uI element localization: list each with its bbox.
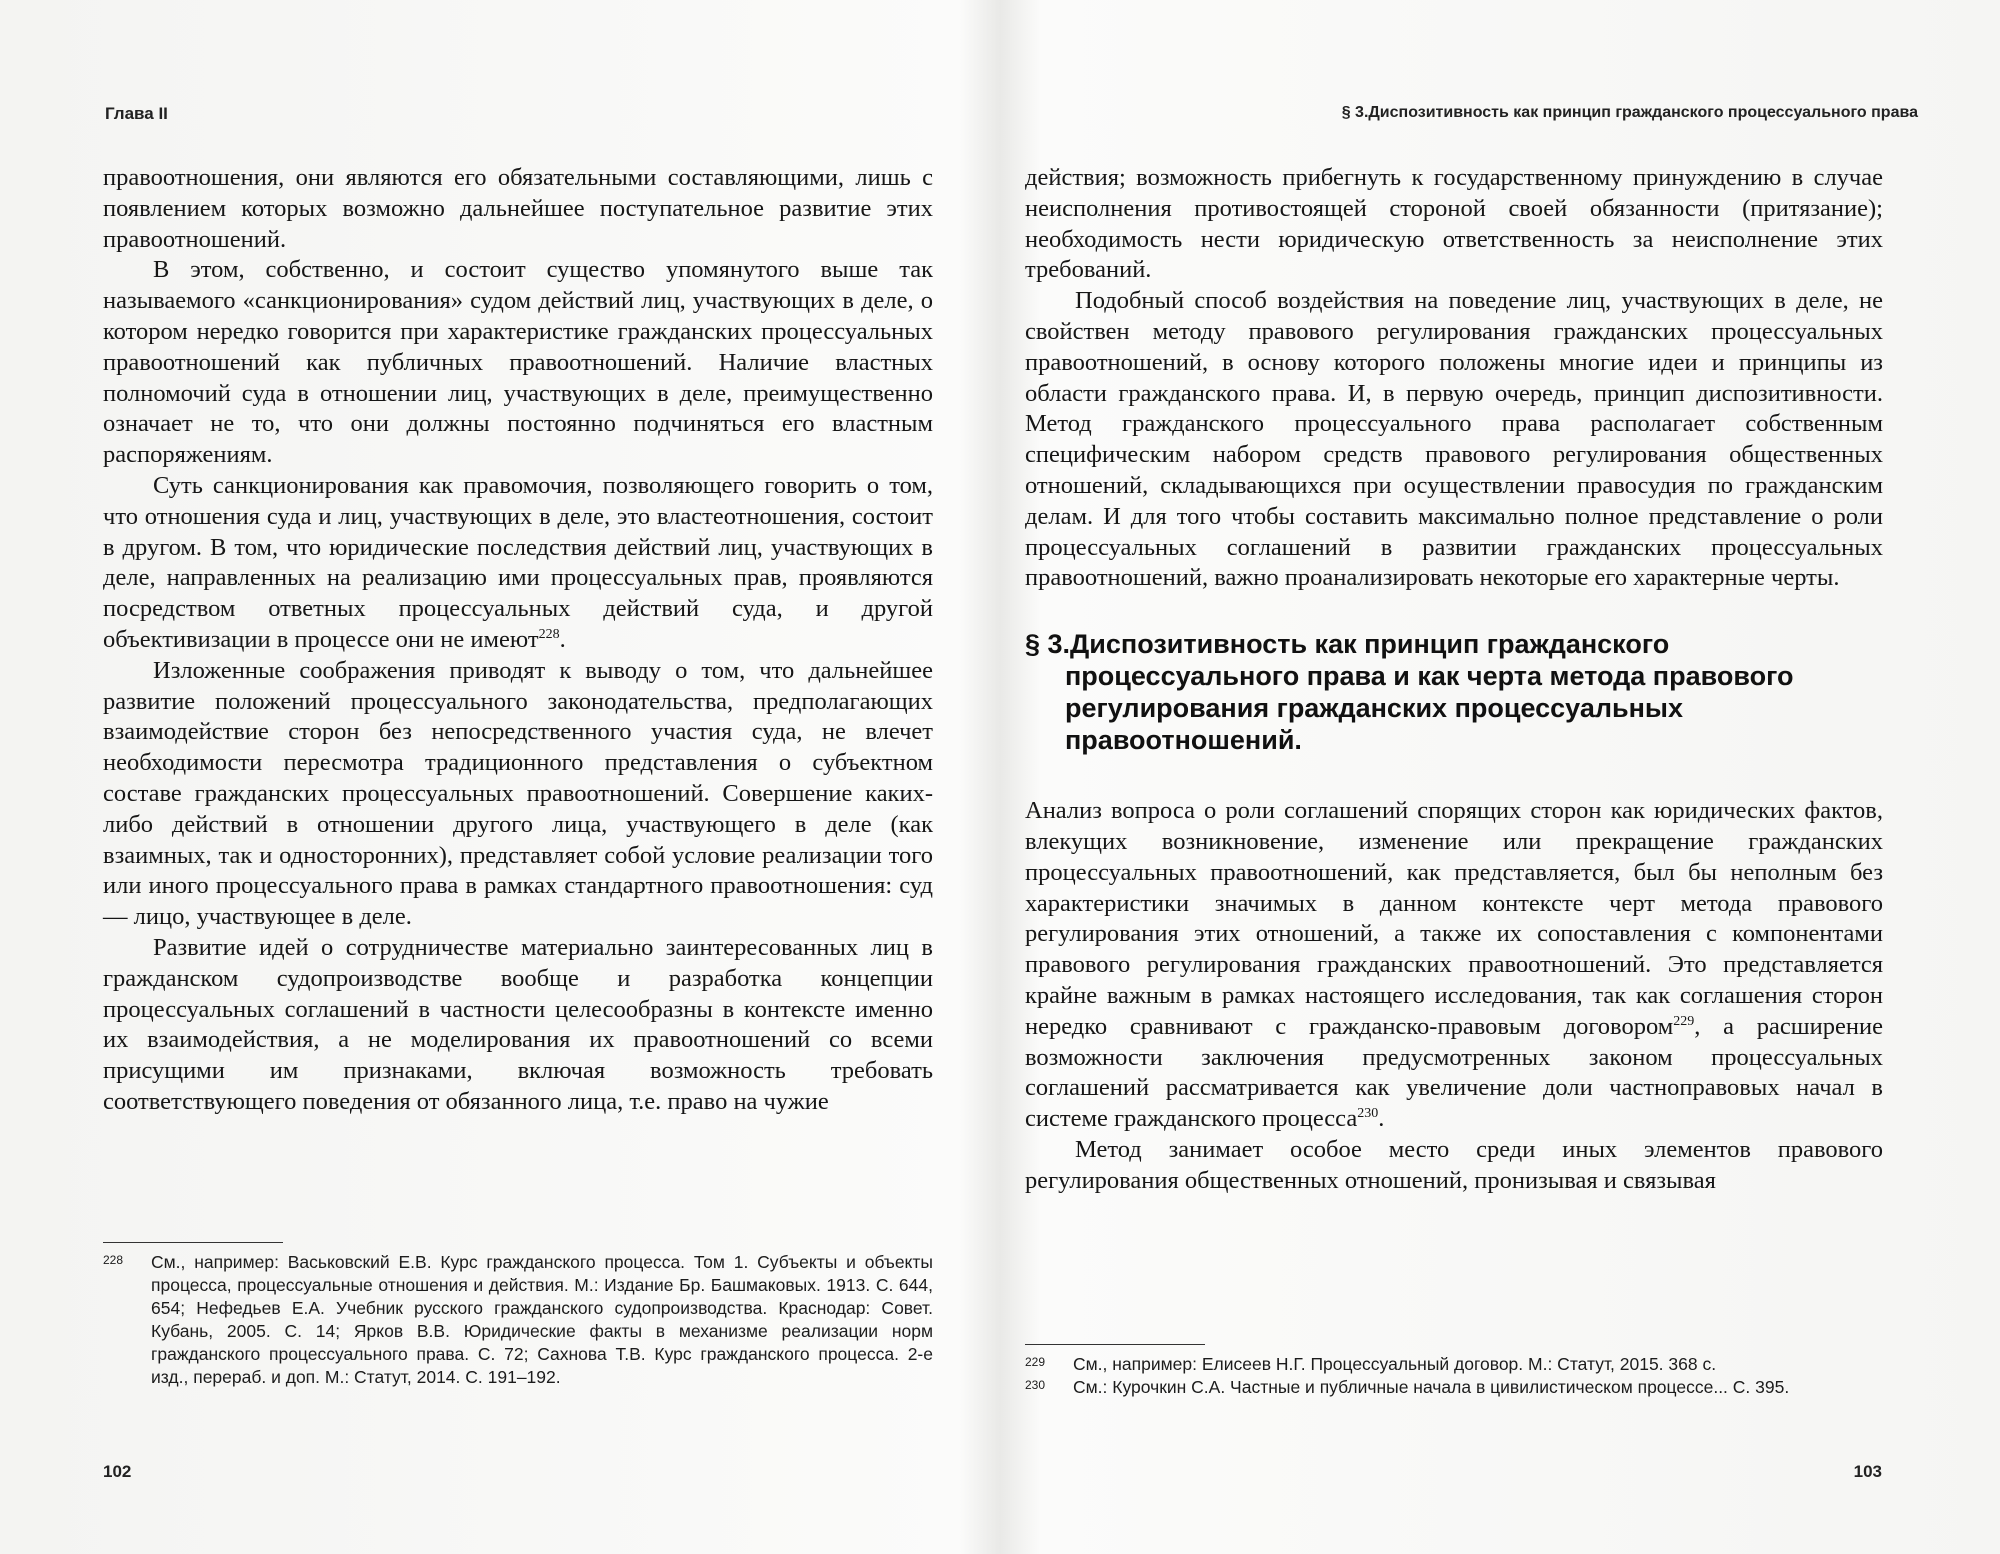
footnote-ref[interactable]: 230: [1357, 1105, 1379, 1121]
footnote-number: 228: [103, 1253, 124, 1267]
page-number: 103: [1853, 1462, 1882, 1481]
paragraph-end: .: [559, 625, 566, 653]
footnote-text: См.: Курочкин С.А. Частные и публичные начала в цивилистическом процессе... С. 395.: [1073, 1377, 1790, 1397]
paragraph: Развитие идей о сотрудничестве материально заинтересованных лиц в гражданском судопроизводстве вообще и разработка концепции процессуальных соглашений в частности целесообразны в контексте именно их взаимодействия, а не моделирования их правоотношений со всеми присущими им признаками, включая возможность требовать соответствующего поведения от обязанного лица, т.е. право на чужие: [103, 933, 933, 1115]
right-footnotes: [1025, 1344, 1883, 1399]
paragraph-text: , а расширение возможности заключения предусмотренных законом процессуальных соглашений рассматривается как увеличение доли частноправовых начал в системе гражданского процесса: [1025, 1012, 1883, 1133]
paragraph: Метод занимает особое место среди иных элементов правового регулирования общественных отношений, пронизывая и связывая: [1025, 1135, 1883, 1194]
paragraph-text: Анализ вопроса о роли соглашений спорящих сторон как юридических фактов, влекущих возникновение, изменение или прекращение гражданских процессуальных правоотношений, как представляется, был бы неполным без характеристики значимых в данном контексте черт метода правового регулирования этих отношений, а также их сопоставления с компонентами правового регулирования гражданских правоотношений. Это представляется крайне важным в рамках настоящего исследования, так как соглашения сторон нередко сравнивают с гражданско-правовым договором: [1025, 797, 1883, 1040]
footnote-ref[interactable]: 229: [1673, 1013, 1695, 1029]
running-head-section: § 3.Диспозитивность как принцип гражданского процессуального права: [1341, 104, 1918, 121]
right-body-text: [1025, 163, 1883, 1197]
footnote-text: См., например: Васьковский Е.В. Курс гражданского процесса. Том 1. Субъекты и объекты процесса, процессуальные отношения и действия. М.: Издание Бр. Башмаковых. 1913. С. 644, 654; Нефедьев Е.А. Учебник русского гражданского судопроизводства. Краснодар: Совет. Кубань, 2005. С. 14; Ярков В.В. Юридические факты в механизме реализации норм гражданского процессуального права. С. 72; Сахнова Т.В. Курс гражданского процесса. 2-е изд., перераб. и доп. М.: Статут, 2014. С. 191–192.: [151, 1252, 933, 1387]
paragraph: В этом, собственно, и состоит существо упомянутого выше так называемого «санкционирования» судом действий лиц, участвующих в деле, о котором нередко говорится при характеристике гражданских процессуальных правоотношений как публичных правоотношений. Наличие властных полномочий суда в отношении лиц, участвующих в деле, преимущественно означает не то, что они должны постоянно подчиняться его властным распоряжениям.: [103, 256, 933, 469]
footnote-rule: [1025, 1344, 1205, 1345]
footnote-rule: [103, 1242, 283, 1243]
paragraph: Подобный способ воздействия на поведение лиц, участвующих в деле, не свойствен методу правового регулирования гражданских процессуальных правоотношений, в основу которого положены многие идеи и принципы из области гражданского права. И, в первую очередь, принцип диспозитивности. Метод гражданского процессуального права располагает собственным специфическим набором средств правового регулирования общественных отношений, складывающихся при осуществлении правосудия по гражданским делам. И для того чтобы составить максимально полное представление о роли процессуальных соглашений в развитии гражданских процессуальных правоотношений, важно проанализировать некоторые его характерные черты.: [1025, 287, 1883, 592]
paragraph: [103, 471, 933, 656]
paragraph-text: Суть санкционирования как правомочия, позволяющего говорить о том, что отношения суда и лиц, участвующих в деле, это властеотношения, состоит в другом. В том, что юридические последствия действий лиц, участвующих в деле, направленных на реализацию ими процессуальных прав, проявляются посредством ответных процессуальных действий суда, и другой объективизации в процессе они не имеют: [103, 471, 933, 653]
footnote: [103, 1251, 933, 1389]
left-footnotes: [103, 1242, 933, 1389]
paragraph: действия; возможность прибегнуть к государственному принуждению в случае неисполнения противостоящей стороной своей обязанности (притязание); необходимость нести юридическую ответственность за неисполнение этих требований.: [1025, 164, 1883, 284]
paragraph: [1025, 796, 1883, 1135]
page-number: 102: [103, 1462, 132, 1481]
footnote: [1025, 1353, 1883, 1376]
footnote-text: См., например: Елисеев Н.Г. Процессуальный договор. М.: Статут, 2015. 368 с.: [1073, 1354, 1717, 1374]
right-page: [1000, 0, 2000, 1554]
paragraph-end: .: [1378, 1105, 1385, 1133]
paragraph: Изложенные соображения приводят к выводу о том, что дальнейшее развитие положений процессуального законодательства, предполагающих взаимодействие сторон без непосредственного участия суда, не влечет необходимости пересмотра традиционного представления о субъектном составе гражданских процессуальных правоотношений. Совершение каких-либо действий в отношении другого лица, участвующего в деле (как взаимных, так и односторонних), представляет собой условие реализации того или иного процессуального права в рамках стандартного правоотношения: суд — лицо, участвующее в деле.: [103, 656, 933, 931]
left-body-text: [103, 163, 933, 1118]
running-head-chapter: Глава II: [105, 104, 168, 123]
footnote-ref[interactable]: 228: [538, 626, 560, 642]
footnote: [1025, 1376, 1883, 1399]
section-heading: § 3.Диспозитивность как принцип гражданского процессуального права и как черта метода правового регулирования гражданских процессуальных правоотношений.: [1025, 629, 1794, 756]
paragraph: правоотношения, они являются его обязательными составляющими, лишь с появлением которых возможно дальнейшее поступательное развитие этих правоотношений.: [103, 164, 933, 253]
footnote-number: 229: [1025, 1355, 1046, 1369]
footnote-number: 230: [1025, 1378, 1046, 1392]
